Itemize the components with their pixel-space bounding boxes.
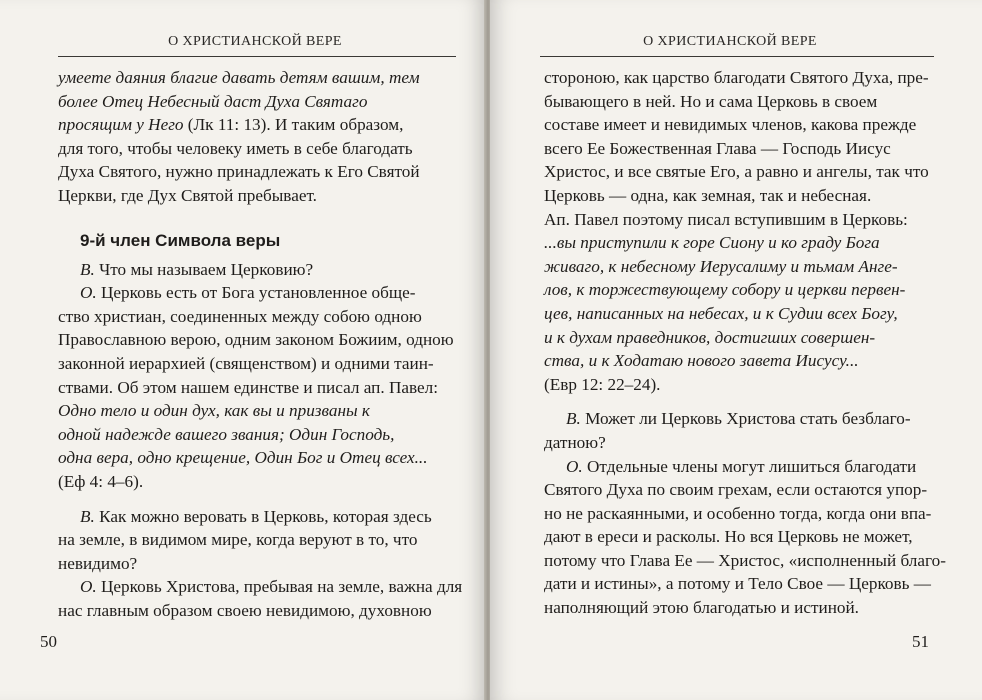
text-line: дати и истины», а потому и Тело Свое — Церковь —	[544, 574, 931, 594]
text-line: стороною, как царство благодати Святого Духа, пре-	[544, 68, 929, 87]
text-line: более Отец Небесный даст Духа Святаго	[58, 91, 368, 111]
text-line: для того, чтобы человеку иметь в себе благодать	[58, 138, 413, 158]
header-rule	[58, 56, 456, 57]
text-line: датною?	[544, 432, 606, 452]
text-line: Святого Духа по своим грехам, если остаются упор-	[544, 480, 928, 500]
right-body-text	[544, 66, 946, 620]
question	[544, 407, 930, 454]
text-line: (Евр 12: 22–24).	[544, 374, 661, 394]
text-line: Ап. Павел поэтому писал вступившим в Церковь:	[544, 209, 908, 229]
text-line: живаго, к небесному Иерусалиму и тьмам Анге-	[544, 256, 898, 276]
right-page	[490, 0, 982, 700]
paragraph	[58, 66, 444, 208]
question	[58, 505, 444, 576]
text-line: законной иерархией (священством) и одними таин-	[58, 353, 434, 373]
text-line: О. Отдельные члены могут лишиться благодати	[566, 456, 917, 476]
text-line: (Еф 4: 4–6).	[58, 471, 144, 491]
text-line: невидимо?	[58, 553, 138, 573]
text-line: составе имеет и невидимых членов, какова прежде	[544, 115, 917, 135]
page-number: 50	[40, 632, 57, 651]
text-line: бывающего в ней. Но и сама Церковь в своем	[544, 91, 878, 111]
text-line: Православною верою, одним законом Божиим, одною	[58, 330, 454, 350]
text-line: но не раскаянными, и особенно тогда, когда они впа-	[544, 503, 932, 523]
text-line: наполняющий этою благодатью и истиной.	[544, 598, 859, 618]
left-page	[0, 0, 486, 700]
left-body-text	[58, 66, 463, 622]
text-line: нас главным образом своею невидимою, духовною	[58, 600, 432, 620]
running-head: О ХРИСТИАНСКОЙ ВЕРЕ	[643, 34, 817, 49]
text-line: цев, написанных на небесах, и к Судии всех Богу,	[544, 303, 898, 323]
text-line: О. Церковь Христова, пребывая на земле, важна для	[80, 577, 463, 597]
text-line: просящим у Него (Лк 11: 13). И таким образом,	[58, 115, 404, 135]
answer	[58, 575, 463, 622]
question	[58, 258, 444, 282]
text-line: и к духам праведников, достигших совершен-	[544, 327, 876, 347]
text-line: всего Ее Божественная Глава — Господь Иисус	[544, 138, 891, 158]
text-line: Христос, и все святые Его, а равно и ангелы, так что	[544, 162, 929, 182]
question-text: Что мы называем Церковию?	[94, 259, 314, 279]
text-line: одна вера, одно крещение, Один Бог и Отец всех...	[58, 448, 428, 468]
text-line: В. Может ли Церковь Христова стать безблаго-	[566, 409, 911, 429]
text-line: одной надежде вашего звания; Один Господь,	[58, 424, 395, 444]
section-heading: 9-й член Символа веры	[80, 230, 281, 250]
header-rule	[540, 56, 934, 57]
paragraph	[544, 66, 930, 396]
text-line: лов, к торжествующему собору и церкви первен-	[544, 280, 906, 300]
page-number: 51	[912, 632, 929, 651]
running-head: О ХРИСТИАНСКОЙ ВЕРЕ	[168, 34, 342, 49]
text-line: ...вы приступили к горе Сиону и ко граду Бога	[544, 233, 880, 253]
text-line: Духа Святого, нужно принадлежать к Его Святой	[58, 162, 420, 182]
text-line: Церковь — одна, как земная, так и небесная.	[544, 185, 872, 205]
text-line: В. Как можно веровать в Церковь, которая здесь	[80, 506, 432, 526]
answer	[544, 455, 946, 620]
text-line: умеете даяния благие давать детям вашим, тем	[58, 68, 420, 87]
text-line: дают в ереси и расколы. Но вся Церковь не может,	[544, 527, 913, 547]
text-line: потому что Глава Ее — Христос, «исполненный благо-	[544, 550, 946, 570]
text-line: ства, и к Ходатаю нового завета Иисусу...	[544, 351, 859, 371]
text-line: О. Церковь есть от Бога установленное обще-	[80, 283, 416, 303]
question-label: В.	[80, 259, 95, 279]
text-line: ство христиан, соединенных между собою одною	[58, 306, 422, 326]
text-line: на земле, в видимом мире, когда веруют в то, что	[58, 530, 418, 550]
text-line: Одно тело и один дух, как вы и призваны к	[58, 401, 370, 421]
text-line: Церкви, где Дух Святой пребывает.	[58, 185, 317, 205]
answer	[58, 281, 454, 493]
text-line: ствами. Об этом нашем единстве и писал ап. Павел:	[58, 377, 438, 397]
